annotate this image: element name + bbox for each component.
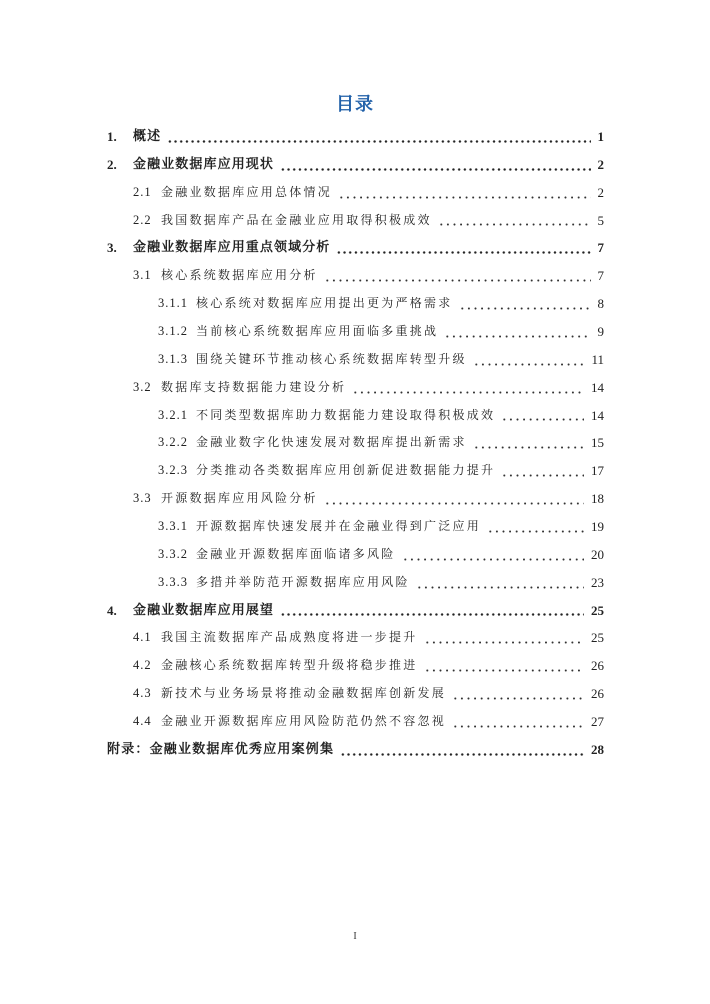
toc-dot-leader	[424, 641, 584, 644]
toc-dot-leader	[416, 586, 584, 589]
toc-dot-leader	[473, 363, 585, 366]
toc-dot-leader	[452, 725, 584, 728]
toc-entry-level-3[interactable]	[0, 513, 604, 541]
toc-entry-level-2[interactable]	[0, 624, 604, 652]
toc-entry-title: 金融业开源数据库面临诸多风险	[196, 546, 396, 561]
toc-entry-page: 2	[597, 156, 604, 172]
toc-dot-leader	[324, 279, 591, 282]
toc-entry-number: 3.1	[133, 268, 152, 283]
toc-entry-page: 25	[591, 602, 604, 618]
toc-entry-page: 23	[591, 574, 604, 590]
toc-entry-level-2[interactable]	[0, 179, 604, 207]
toc-entry-number: 3.3.1	[158, 519, 188, 534]
toc-entry-level-1[interactable]	[0, 151, 604, 179]
toc-entry-level-2[interactable]	[0, 262, 604, 290]
toc-entry-number: 4.1	[133, 630, 152, 645]
toc-dot-leader	[444, 335, 590, 338]
toc-entry-title: 概述	[133, 129, 162, 144]
toc-entry-level-3[interactable]	[0, 290, 604, 318]
toc-entry-page: 17	[591, 463, 604, 479]
toc-entry-number: 1.	[107, 129, 117, 144]
toc-entry-title: 核心系统对数据库应用提出更为严格需求	[196, 296, 453, 311]
toc-entry-title: 不同类型数据库助力数据能力建设取得积极成效	[196, 407, 496, 422]
toc-entry-level-2[interactable]	[0, 680, 604, 708]
toc-entry-number: 3.2.1	[158, 407, 188, 422]
toc-entry-page: 8	[597, 296, 604, 312]
toc-entry-title: 附录：金融业数据库优秀应用案例集	[107, 741, 335, 757]
toc-entry-level-2[interactable]	[0, 207, 604, 235]
toc-entry-page: 7	[597, 240, 604, 256]
toc-entry-title: 金融业数字化快速发展对数据库提出新需求	[196, 435, 467, 450]
toc-dot-leader	[338, 196, 590, 199]
toc-entry-number: 3.	[107, 240, 117, 256]
toc-entry-level-3[interactable]	[0, 402, 604, 430]
toc-entry-number: 3.3.2	[158, 546, 188, 561]
toc-entry-title: 分类推动各类数据库应用创新促进数据能力提升	[196, 463, 496, 478]
toc-dot-leader	[424, 669, 584, 672]
toc-entry-level-1[interactable]	[0, 123, 604, 151]
toc-dot-leader	[324, 502, 584, 505]
toc-dot-leader	[487, 530, 584, 533]
toc-entry-level-3[interactable]	[0, 346, 604, 374]
toc-entry-page: 15	[591, 435, 604, 451]
toc-dot-leader	[167, 140, 590, 143]
toc-entry-number: 3.3.3	[158, 574, 188, 589]
toc-entry-number: 3.1.2	[158, 324, 188, 339]
toc-entry-level-2[interactable]	[0, 708, 604, 736]
toc-entry-number: 4.3	[133, 686, 152, 701]
toc-entry-title: 当前核心系统数据库应用面临多重挑战	[196, 324, 439, 339]
toc-dot-leader	[336, 251, 590, 254]
toc-entry-page: 9	[597, 324, 604, 340]
toc-entry-page: 7	[597, 268, 604, 284]
toc-dot-leader	[340, 753, 584, 756]
toc-heading: 目录	[336, 94, 374, 115]
page-number: I	[353, 931, 357, 942]
toc-entry-number: 3.1.3	[158, 351, 188, 366]
toc-entry-level-2[interactable]	[0, 374, 604, 402]
toc-entry-title: 开源数据库快速发展并在金融业得到广泛应用	[196, 519, 482, 534]
toc-entry-page: 25	[591, 630, 604, 646]
toc-entry-page: 27	[591, 714, 604, 730]
toc-entry-number: 4.2	[133, 658, 152, 673]
toc-entry-title: 多措并举防范开源数据库应用风险	[196, 574, 410, 589]
toc-entry-page: 14	[591, 407, 604, 423]
toc-dot-leader	[438, 223, 591, 226]
toc-entry-title: 金融业数据库应用重点领域分析	[133, 240, 331, 256]
toc-entry-level-1[interactable]	[0, 597, 604, 625]
toc-entry-title: 我国数据库产品在金融业应用取得积极成效	[161, 212, 432, 227]
toc-dot-leader	[459, 307, 591, 310]
toc-entry-title: 金融核心系统数据库转型升级将稳步推进	[161, 658, 418, 673]
toc-dot-leader	[452, 697, 584, 700]
toc-dot-leader	[280, 168, 590, 171]
toc-entry-number: 4.4	[133, 714, 152, 729]
toc-entry-page: 20	[591, 546, 604, 562]
toc-entry-title: 我国主流数据库产品成熟度将进一步提升	[161, 630, 418, 645]
toc-entry-number: 4.	[107, 602, 117, 618]
toc-dot-leader	[402, 558, 584, 561]
toc-dot-leader	[280, 613, 584, 616]
toc-entry-page: 11	[591, 351, 604, 367]
toc-entry-page: 26	[591, 658, 604, 674]
toc-entry-title: 金融业数据库应用展望	[133, 602, 275, 618]
toc-dot-leader	[501, 474, 584, 477]
toc-entry-level-1[interactable]	[0, 234, 604, 262]
toc-entry-level-3[interactable]	[0, 318, 604, 346]
toc-entry-page: 1	[597, 129, 604, 144]
toc-entry-level-3[interactable]	[0, 429, 604, 457]
toc-entry-level-2[interactable]	[0, 485, 604, 513]
toc-entry-title: 数据库支持数据能力建设分析	[161, 379, 347, 394]
toc-entry-title: 新技术与业务场景将推动金融数据库创新发展	[161, 686, 447, 701]
toc-entry-level-2[interactable]	[0, 652, 604, 680]
toc-entry-title: 开源数据库应用风险分析	[161, 491, 318, 506]
toc-entry-page: 2	[597, 184, 604, 200]
toc-entry-number: 2.1	[133, 184, 152, 199]
toc-entry-title: 金融业开源数据库应用风险防范仍然不容忽视	[161, 714, 447, 729]
toc-entry-page: 5	[597, 212, 604, 228]
toc-entry-title: 金融业数据库应用现状	[133, 156, 275, 172]
toc-entry-number: 2.	[107, 156, 117, 172]
toc-entry-title: 金融业数据库应用总体情况	[161, 184, 333, 199]
toc-entry-number: 3.2.2	[158, 435, 188, 450]
toc-entry-number: 3.1.1	[158, 296, 188, 311]
table-of-contents	[0, 123, 604, 764]
toc-entry-page: 18	[591, 491, 604, 507]
toc-entry-page: 19	[591, 519, 604, 535]
toc-entry-appendix[interactable]	[0, 736, 604, 764]
toc-entry-level-3[interactable]	[0, 569, 604, 597]
toc-entry-page: 14	[591, 379, 604, 395]
toc-dot-leader	[352, 391, 584, 394]
toc-entry-title: 围绕关键环节推动核心系统数据库转型升级	[196, 351, 467, 366]
toc-dot-leader	[473, 446, 584, 449]
toc-entry-level-3[interactable]	[0, 457, 604, 485]
toc-entry-page: 26	[591, 686, 604, 702]
toc-entry-page: 28	[591, 741, 604, 757]
toc-entry-number: 3.3	[133, 491, 152, 506]
toc-entry-number: 2.2	[133, 212, 152, 227]
toc-entry-number: 3.2.3	[158, 463, 188, 478]
toc-dot-leader	[501, 418, 584, 421]
toc-entry-level-3[interactable]	[0, 541, 604, 569]
toc-entry-number: 3.2	[133, 379, 152, 394]
toc-entry-title: 核心系统数据库应用分析	[161, 268, 318, 283]
